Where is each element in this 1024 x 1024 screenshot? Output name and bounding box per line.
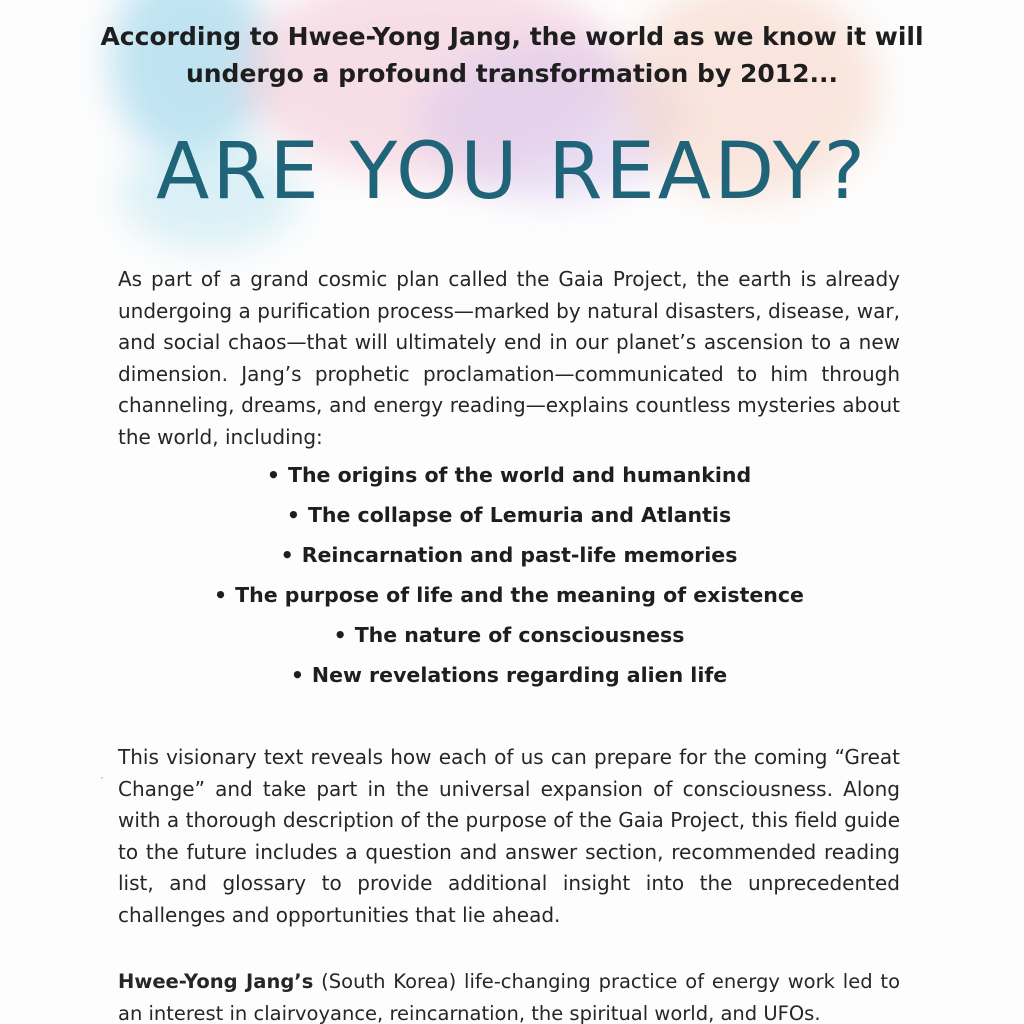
author-bio-text: (South Korea) life-changing practice of energy work led to an interest in clairvoyance, reincarnation, the spiritual world, and UFOs.	[118, 969, 901, 1024]
topic-item	[118, 655, 900, 695]
closing-paragraph: This visionary text reveals how each of us can prepare for the coming “Great Change” and take part in the universal expansion of consciousness. Along with a thorough description of the purpose of the Gaia Project, this field guide to the future includes a question and answer section, recommended reading list, and glossary to provide additional insight into the unprecedented challenges and opportunities that lie ahead.	[118, 745, 900, 927]
topic-text: The purpose of life and the meaning of existence	[235, 583, 804, 607]
bullet-icon: •	[266, 463, 280, 487]
topic-text: The nature of consciousness	[354, 623, 685, 647]
topic-text: Reincarnation and past-life memories	[301, 543, 738, 567]
scan-speck-icon: ·	[100, 770, 104, 784]
topic-item	[118, 615, 900, 655]
bullet-icon: •	[290, 663, 304, 687]
bullet-icon: •	[214, 583, 228, 607]
topic-item	[118, 495, 900, 535]
bullet-icon: •	[286, 503, 300, 527]
topic-text: The origins of the world and humankind	[287, 463, 752, 487]
intro-paragraph: As part of a grand cosmic plan called the Gaia Project, the earth is already undergoing a purification process—marked by natural disasters, disease, war, and social chaos—that will ultimately end in our planet’s ascension to a new dimension. Jang’s prophetic proclamation—communicated to him through channeling, dreams, and energy reading—explains countless mysteries about the world, including:	[118, 267, 900, 449]
topics-list	[118, 455, 900, 695]
topic-item	[118, 455, 900, 495]
topic-text: New revelations regarding alien life	[311, 663, 728, 687]
author-bio	[118, 966, 900, 1024]
headline: ARE YOU READY?	[156, 127, 868, 217]
topic-item	[118, 535, 900, 575]
tagline: According to Hwee-Yong Jang, the world as we know it will undergo a profound transformation by 2012...	[100, 22, 924, 88]
author-name: Hwee-Yong Jang’s	[118, 969, 314, 993]
bullet-icon: •	[280, 543, 294, 567]
bullet-icon: •	[333, 623, 347, 647]
topic-text: The collapse of Lemuria and Atlantis	[307, 503, 732, 527]
topic-item	[118, 575, 900, 615]
